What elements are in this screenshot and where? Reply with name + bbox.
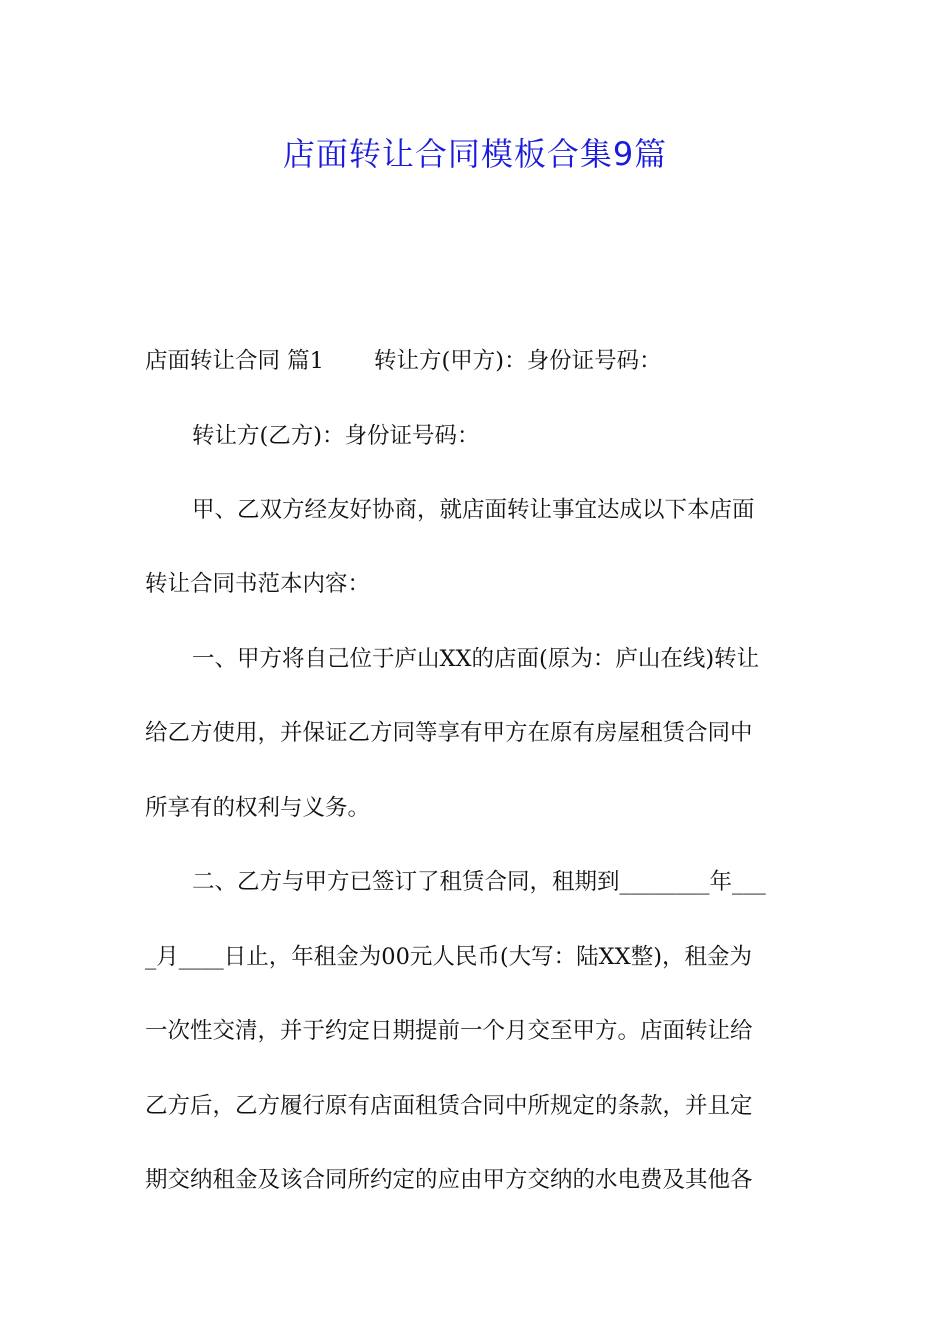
body-line: 乙方后，乙方履行原有店面租赁合同中所规定的条款，并且定 bbox=[145, 1093, 753, 1119]
body-line: 转让合同书范本内容： bbox=[145, 571, 371, 597]
body-line: 给乙方使用，并保证乙方同等享有甲方在原有房屋租赁合同中 bbox=[145, 720, 753, 746]
body-line: _月____日止，年租金为00元人民币(大写：陆XX整)，租金为 bbox=[145, 944, 752, 970]
body-line: 甲、乙双方经友好协商，就店面转让事宜达成以下本店面 bbox=[192, 497, 755, 523]
body-line: 一次性交清，并于约定日期提前一个月交至甲方。店面转让给 bbox=[145, 1018, 753, 1044]
body-line: 所享有的权利与义务。 bbox=[145, 795, 371, 821]
body-line: 转让方(乙方)：身份证号码： bbox=[192, 423, 480, 449]
body-line: 店面转让合同 篇1 转让方(甲方)：身份证号码： bbox=[145, 348, 662, 374]
document-title: 店面转让合同模板合集9篇 bbox=[282, 135, 668, 173]
body-line: 期交纳租金及该合同所约定的应由甲方交纳的水电费及其他各 bbox=[145, 1167, 753, 1193]
body-line: 一、甲方将自己位于庐山XX的店面(原为：庐山在线)转让 bbox=[192, 646, 760, 672]
body-line: 二、乙方与甲方已签订了租赁合同，租期到________年___ bbox=[192, 869, 766, 895]
